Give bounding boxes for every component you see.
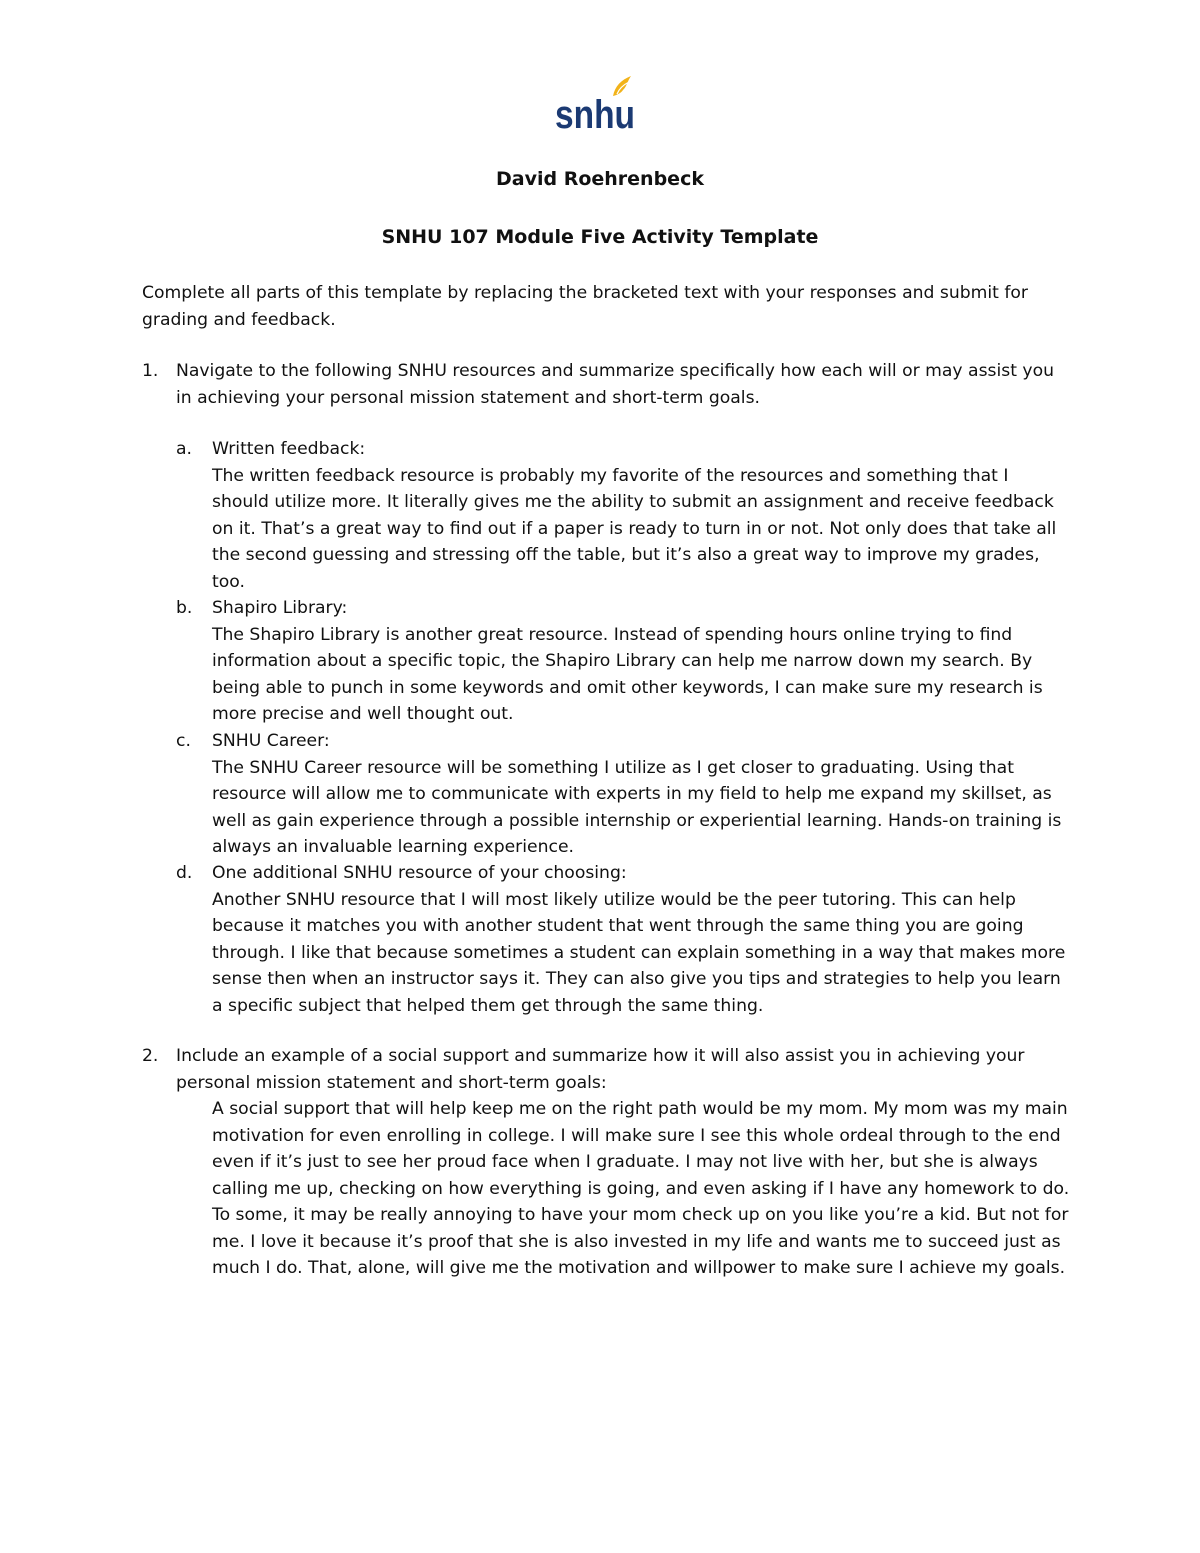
snhu-logo — [555, 72, 639, 137]
item-answer: Another SNHU resource that I will most likely utilize would be the peer tutoring. This can help because it matches you with another student that went through the same thing you are going through. I like that because sometimes a student can explain something in a way that makes more sense then when an instructor says it. They can also give you tips and strategies to help you learn a specific subject that helped them get through the same thing. — [212, 889, 1066, 1016]
item-answer: The Shapiro Library is another great resource. Instead of spending hours online trying to find information about a specific topic, the Shapiro Library can help me narrow down my search. By being able to punch in some keywords and omit other keywords, I can make sure my research is more precise and well thought out. — [212, 624, 1043, 724]
question-2 — [142, 1043, 1072, 1096]
resource-item-shapiro-library — [176, 595, 1066, 728]
item-heading: One additional SNHU resource of your choosing: — [212, 863, 627, 883]
question-1 — [142, 358, 1072, 411]
item-heading: SNHU Career: — [212, 731, 330, 751]
resource-item-written-feedback — [176, 436, 1066, 595]
resource-item-additional — [176, 860, 1066, 1019]
author-name: David Roehrenbeck — [496, 168, 704, 190]
document-title: SNHU 107 Module Five Activity Template — [381, 226, 819, 248]
question-number: 1. — [142, 361, 159, 381]
resource-item-snhu-career — [176, 728, 1066, 861]
item-answer: The written feedback resource is probably my favorite of the resources and something that I should utilize more. It literally gives me the ability to submit an assignment and receive feedback on it. That’s a great way to find out if a paper is ready to turn in or not. Not only does that take all the second guessing and stressing off the table, but it’s also a great way to improve my grades, too. — [212, 465, 1057, 592]
item-letter: c. — [176, 731, 191, 751]
item-heading: Written feedback: — [212, 439, 366, 459]
instructions-paragraph: Complete all parts of this template by replacing the bracketed text with your responses and submit for grading and feedback. — [142, 283, 1028, 330]
item-letter: a. — [176, 439, 192, 459]
question-text: Navigate to the following SNHU resources and summarize specifically how each will or may assist you in achieving your personal mission statement and short-term goals. — [176, 361, 1054, 408]
svg-text:snhu: snhu — [555, 93, 635, 137]
item-letter: b. — [176, 598, 193, 618]
item-heading: Shapiro Library: — [212, 598, 348, 618]
item-letter: d. — [176, 863, 193, 883]
social-support-answer: A social support that will help keep me on the right path would be my mom. My mom was my main motivation for even enrolling in college. I will make sure I see this whole ordeal through to the end even if it’s just to see her proud face when I graduate. I may not live with her, but she is always calling me up, checking on how everything is going, and even asking if I have any homework to do. To some, it may be really annoying to have your mom check up on you like you’re a kid. But not for me. I love it because it’s proof that she is also invested in my life and wants me to succeed just as much I do. That, alone, will give me the motivation and willpower to make sure I achieve my goals. — [212, 1099, 1070, 1278]
question-number: 2. — [142, 1046, 159, 1066]
question-text: Include an example of a social support and summarize how it will also assist you in achieving your personal mission statement and short-term goals: — [176, 1046, 1025, 1093]
item-answer: The SNHU Career resource will be something I utilize as I get closer to graduating. Using that resource will allow me to communicate with experts in my field to help me expand my skillset, as well as gain experience through a possible internship or experiential learning. Hands-on training is always an invaluable learning experience. — [212, 757, 1062, 857]
